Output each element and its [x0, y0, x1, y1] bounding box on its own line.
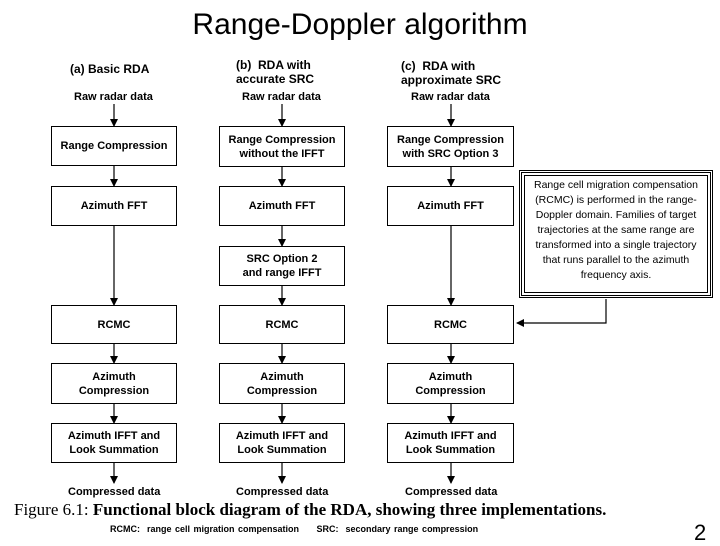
column-b-input-label: Raw radar data — [242, 91, 321, 103]
page-number: 2 — [694, 520, 707, 545]
column-c-output-label: Compressed data — [405, 486, 498, 498]
column-a-box-rcmc: RCMC — [51, 305, 177, 344]
column-c-box-azimuth-compression: Azimuth Compression — [387, 363, 514, 404]
column-c-box-range-compression: Range Compression with SRC Option 3 — [387, 126, 514, 167]
column-a-box-azimuth-fft: Azimuth FFT — [51, 186, 177, 226]
column-b-box-src-option-2: SRC Option 2 and range IFFT — [219, 246, 345, 286]
column-c-input-label: Raw radar data — [411, 91, 490, 103]
column-b-output-label: Compressed data — [236, 486, 329, 498]
column-c-box-azimuth-ifft: Azimuth IFFT and Look Summation — [387, 423, 514, 463]
column-a-box-range-compression: Range Compression — [51, 126, 177, 166]
column-a-box-azimuth-compression: Azimuth Compression — [51, 363, 177, 404]
figure-caption-label: Figure 6.1: — [14, 500, 89, 519]
column-b-box-range-compression: Range Compression without the IFFT — [219, 126, 345, 167]
column-b-heading: (b) RDA with accurate SRC — [236, 58, 315, 86]
rcmc-note-box: Range cell migration compensation (RCMC) is performed in the range-Doppler domain. Families of target trajectories at the same range are transformed into a single trajectory that runs parallel to the azimuth frequency axis. — [519, 170, 713, 298]
abbreviation-footnote: RCMC: range cell migration compensation SRC: secondary range compression — [110, 524, 479, 534]
column-c-box-rcmc: RCMC — [387, 305, 514, 344]
figure-caption — [14, 500, 606, 520]
column-b-box-azimuth-ifft: Azimuth IFFT and Look Summation — [219, 423, 345, 463]
column-c-heading: (c) RDA with approximate SRC — [401, 59, 502, 87]
column-b-box-rcmc: RCMC — [219, 305, 345, 344]
column-c-box-azimuth-fft: Azimuth FFT — [387, 186, 514, 226]
figure-caption-text: Functional block diagram of the RDA, showing three implementations. — [92, 500, 607, 519]
page-title: Range-Doppler algorithm — [192, 8, 528, 41]
column-a-input-label: Raw radar data — [74, 91, 153, 103]
note-pointer-arrow — [517, 299, 606, 323]
column-a-box-azimuth-ifft: Azimuth IFFT and Look Summation — [51, 423, 177, 463]
column-b-box-azimuth-fft: Azimuth FFT — [219, 186, 345, 226]
column-b-box-azimuth-compression: Azimuth Compression — [219, 363, 345, 404]
column-a-output-label: Compressed data — [68, 486, 161, 498]
column-a-heading: (a) Basic RDA — [70, 62, 150, 76]
